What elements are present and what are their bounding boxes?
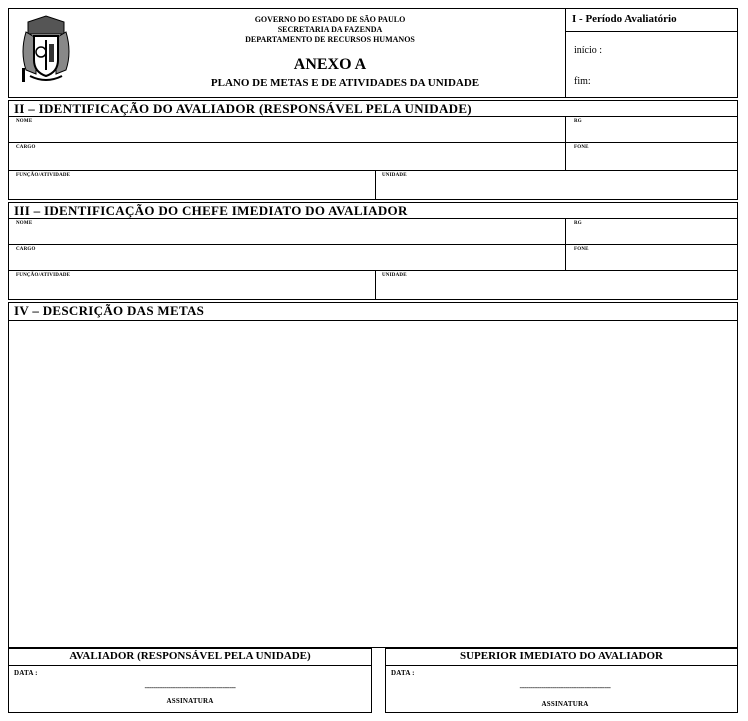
section-2-row-rule-1 xyxy=(8,142,738,143)
section-2-col-divider-b xyxy=(375,170,376,200)
section-2-row-rule-2 xyxy=(8,170,738,171)
section-2-rule xyxy=(8,116,738,117)
field-cargo-label: CARGO xyxy=(16,145,36,150)
field-unidade-label: UNIDADE xyxy=(382,173,407,178)
section-3-rule xyxy=(8,218,738,219)
field-chefe-rg-label: RG xyxy=(574,221,582,226)
metas-description-area[interactable] xyxy=(10,322,736,646)
field-nome-label: NOME xyxy=(16,119,33,124)
field-funcao-label: FUNÇÃO/ATIVIDADE xyxy=(16,173,71,178)
header-line-1: GOVERNO DO ESTADO DE SÃO PAULO xyxy=(254,15,406,24)
footer-left-signature-label: ASSINATURA xyxy=(166,697,214,705)
section-3-row-rule-2 xyxy=(8,270,738,271)
period-title: I - Período Avaliatório xyxy=(572,13,677,25)
field-chefe-unidade-label: UNIDADE xyxy=(382,273,407,278)
field-chefe-nome-label: NOME xyxy=(16,221,33,226)
field-chefe-funcao-label: FUNÇÃO/ATIVIDADE xyxy=(16,273,71,278)
footer-right-rule xyxy=(385,665,738,666)
section-3-title: III – IDENTIFICAÇÃO DO CHEFE IMEDIATO DO AVALIADOR xyxy=(14,203,408,218)
header-line-2: SECRETARIA DA FAZENDA xyxy=(277,25,383,34)
footer-left-signature-line: ------------------------------------------ xyxy=(144,683,236,692)
section-4-title: IV – DESCRIÇÃO DAS METAS xyxy=(14,303,205,318)
footer-left-title: AVALIADOR (RESPONSÁVEL PELA UNIDADE) xyxy=(69,650,311,662)
section-2-col-divider-a xyxy=(565,116,566,170)
period-divider xyxy=(565,31,738,32)
section-2-title: II – IDENTIFICAÇÃO DO AVALIADOR (RESPONSÁVEL PELA UNIDADE) xyxy=(14,101,472,116)
footer-right-title: SUPERIOR IMEDIATO DO AVALIADOR xyxy=(459,650,664,662)
header-divider xyxy=(565,8,566,98)
annex-subtitle: PLANO DE METAS E DE ATIVIDADES DA UNIDADE xyxy=(210,77,480,89)
footer-left-rule xyxy=(8,665,372,666)
coat-of-arms-emblem xyxy=(16,12,76,84)
field-chefe-fone-label: FONE xyxy=(574,247,589,252)
section-3-col-divider-a xyxy=(565,218,566,270)
section-3-row-rule-1 xyxy=(8,244,738,245)
period-end-label: fim: xyxy=(574,76,591,87)
header-line-3: DEPARTAMENTO DE RECURSOS HUMANOS xyxy=(245,35,415,44)
field-fone-label: FONE xyxy=(574,145,589,150)
field-chefe-cargo-label: CARGO xyxy=(16,247,36,252)
field-rg-label: RG xyxy=(574,119,582,124)
section-4-rule xyxy=(8,320,738,321)
section-3-col-divider-b xyxy=(375,270,376,300)
footer-left-data-label: DATA : xyxy=(14,669,38,677)
period-start-label: início : xyxy=(574,45,603,56)
annex-title: ANEXO A xyxy=(293,56,367,73)
footer-right-signature-label: ASSINATURA xyxy=(541,700,589,708)
footer-right-data-label: DATA : xyxy=(391,669,415,677)
footer-right-signature-line: ------------------------------------------ xyxy=(519,683,611,692)
